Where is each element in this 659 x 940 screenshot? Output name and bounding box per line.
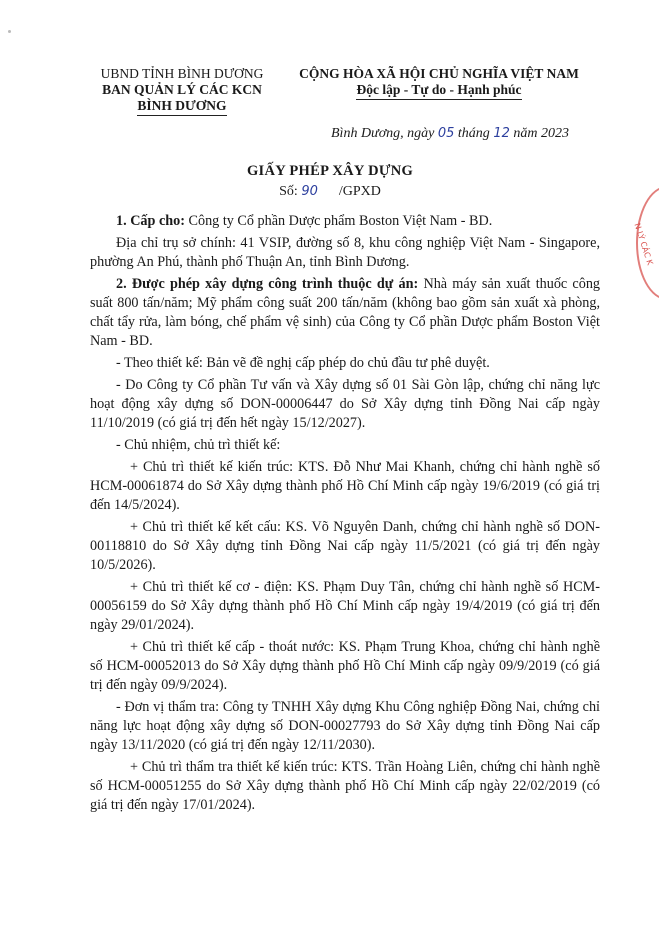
document-title: GIẤY PHÉP XÂY DỰNG — [246, 163, 414, 179]
paragraph-review-architect: + Chủ trì thẩm tra thiết kế kiến trúc: KTS. Trần Hoàng Liên, chứng chỉ hành nghề số HCM-00051255 do Sở Xây dựng thành phố Hồ Chí Minh cấp ngày 22/02/2019 (có giá trị đến ngày 17/01/2024). — [90, 759, 600, 813]
paragraph-design-company: - Do Công ty Cổ phần Tư vấn và Xây dựng số 01 Sài Gòn lập, chứng chỉ năng lực hoạt động xây dựng số DON-00006447 do Sở Xây dựng tỉnh Đồng Nai cấp ngày 11/10/2019 (có giá trị đến hết ngày 15/12/2027). — [90, 377, 600, 431]
number-suffix: /GPXD — [338, 184, 381, 199]
national-motto: Độc lập - Tự do - Hạnh phúc — [356, 82, 521, 100]
paragraph-architect: + Chủ trì thiết kế kiến trúc: KTS. Đỗ Như Mai Khanh, chứng chỉ hành nghề số HCM-00061874 do Sở Xây dựng thành phố Hồ Chí Minh cấp ngày 19/6/2019 (có giá trị đến 14/5/2024). — [90, 459, 600, 513]
national-header — [280, 66, 598, 100]
nation-name: CỘNG HÒA XÃ HỘI CHỦ NGHĨA VIỆT NAM — [299, 66, 579, 81]
date-month-label: tháng — [457, 126, 490, 141]
paragraph-mechanical-electrical: + Chủ trì thiết kế cơ - điện: KS. Phạm Duy Tân, chứng chỉ hành nghề số HCM-00056159 do Sở Xây dựng thành phố Hồ Chí Minh cấp ngày 19/4/2019 (có giá trị đến ngày 29/01/2024). — [90, 579, 600, 633]
date-year: năm 2023 — [513, 126, 569, 141]
paragraph-design-basis: - Theo thiết kế: Bản vẽ đề nghị cấp phép do chủ đầu tư phê duyệt. — [116, 355, 490, 371]
permit-number — [200, 184, 460, 200]
paragraph-project — [90, 275, 600, 351]
date-month-handwritten: 12 — [493, 126, 510, 141]
project-label: 2. Được phép xây dựng công trình thuộc dự án: — [116, 276, 419, 292]
number-label: Số: — [279, 184, 298, 199]
issue-date — [300, 126, 600, 142]
seal-text: N LÝ CÁC K — [632, 222, 655, 267]
project-value: Nhà máy sản xuất thuốc công suất 800 tấn/năm; Mỹ phẩm công suất 200 tấn/năm (không bao gồm sản xuất xà phòng, chất tẩy rửa, làm bóng, chế phẩm vệ sinh) của Công ty Cổ phần Dược phẩm Boston Việt Nam - BD. — [90, 276, 601, 349]
granted-to-value: Công ty Cổ phần Dược phẩm Boston Việt Nam - BD. — [184, 213, 493, 229]
scan-speck — [8, 30, 11, 33]
paragraph-structural: + Chủ trì thiết kế kết cấu: KS. Võ Nguyên Danh, chứng chỉ hành nghề số DON-00118810 do Sở Xây dựng tỉnh Đồng Nai cấp ngày 11/5/2021 (có giá trị đến ngày 10/5/2026). — [90, 519, 600, 573]
paragraph-granted-to — [90, 212, 600, 231]
paragraph-water: + Chủ trì thiết kế cấp - thoát nước: KS. Phạm Trung Khoa, chứng chỉ hành nghề số HCM-00052013 do Sở Xây dựng thành phố Hồ Chí Minh cấp ngày 09/9/2019 (có giá trị đến ngày 09/9/2024). — [90, 639, 600, 693]
paragraph-design-leads: - Chủ nhiệm, chủ trì thiết kế: — [116, 437, 281, 453]
agency-line-3: BÌNH DƯƠNG — [84, 98, 280, 116]
agency-line-1: UBND TỈNH BÌNH DƯƠNG — [100, 66, 264, 81]
number-value-handwritten: 90 — [301, 184, 318, 199]
date-prefix: Bình Dương, ngày — [331, 126, 435, 141]
document-body — [90, 212, 600, 818]
date-day-handwritten: 05 — [437, 126, 455, 141]
issuing-agency — [84, 66, 280, 116]
granted-to-label: 1. Cấp cho: — [116, 213, 185, 229]
agency-line-2: BAN QUẢN LÝ CÁC KCN — [102, 82, 262, 97]
paragraph-review-unit: - Đơn vị thẩm tra: Công ty TNHH Xây dựng Khu Công nghiệp Đồng Nai, chứng chỉ năng lực hoạt động xây dựng số DON-00027793 do Sở Xây dựng tỉnh Đồng Nai cấp ngày 13/11/2020 (có giá trị đến ngày 12/11/2030). — [90, 699, 600, 753]
paragraph-address: Địa chỉ trụ sở chính: 41 VSIP, đường số 8, khu công nghiệp Việt Nam - Singapore, phường An Phú, thành phố Thuận An, tỉnh Bình Dương. — [90, 235, 600, 270]
